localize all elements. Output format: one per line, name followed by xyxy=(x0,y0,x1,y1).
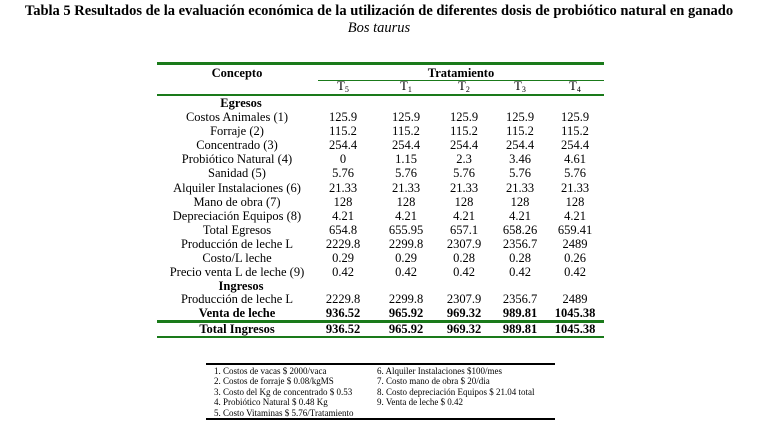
footnote: 8. Costo depreciación Equipos $ 21.04 total xyxy=(377,386,535,397)
notes-left-column xyxy=(214,366,353,418)
footnote: 7. Costo mano de obra $ 20/dia xyxy=(377,376,490,387)
row-value: 969.32 xyxy=(446,322,482,336)
row-value: 4.21 xyxy=(395,208,417,223)
row-label: Depreciación Equipos (8) xyxy=(172,208,302,223)
row-value: 115.2 xyxy=(392,124,420,139)
notes-top-rule xyxy=(206,363,555,365)
row-value: 965.92 xyxy=(388,322,424,336)
row-label: Venta de leche xyxy=(198,306,276,320)
row-value: 2.3 xyxy=(456,152,472,167)
treatment-letter: T xyxy=(337,79,345,93)
row-value: 2356.7 xyxy=(502,292,538,306)
row-value: 4.21 xyxy=(509,208,531,223)
row-label: Alquiler Instalaciones (6) xyxy=(173,180,301,195)
row-value: 4.21 xyxy=(564,208,586,223)
section-ingresos: Ingresos xyxy=(218,279,264,293)
treatment-letter: T xyxy=(514,79,522,93)
treatment-letter: T xyxy=(458,79,466,93)
row-value: 5.76 xyxy=(332,166,354,181)
bottom-rule xyxy=(157,336,604,338)
row-label: Probiótico Natural (4) xyxy=(181,152,293,167)
row-value: 254.4 xyxy=(505,138,535,153)
row-value: 654.8 xyxy=(328,222,358,237)
row-value: 2299.8 xyxy=(388,236,424,251)
row-value: 0.29 xyxy=(332,251,354,265)
row-value: 4.21 xyxy=(332,208,354,223)
row-value: 21.33 xyxy=(505,180,535,195)
row-value: 989.81 xyxy=(502,306,538,320)
row-value: 3.46 xyxy=(509,152,531,167)
row-value: 936.52 xyxy=(325,306,361,320)
row-value: 125.9 xyxy=(391,110,421,124)
treatment-number: 2 xyxy=(465,85,470,94)
row-value: 254.4 xyxy=(449,138,479,153)
row-value: 21.33 xyxy=(328,180,358,195)
row-label: Producción de leche L xyxy=(180,292,294,306)
table-title: Tabla 5 Resultados de la evaluación económica de la utilización de diferentes dosis de probiótico natural en ganado xyxy=(24,3,734,19)
row-value: 4.61 xyxy=(564,152,586,167)
row-value: 0.29 xyxy=(395,251,417,265)
row-value: 0.26 xyxy=(564,251,586,265)
row-value: 4.21 xyxy=(453,208,475,223)
row-value: 1045.38 xyxy=(554,322,596,336)
row-value: 2229.8 xyxy=(325,236,361,251)
row-value: 0 xyxy=(339,152,347,167)
row-value: 2307.9 xyxy=(446,292,482,306)
row-value: 965.92 xyxy=(388,306,424,320)
row-value: 21.33 xyxy=(391,180,421,195)
row-value: 254.4 xyxy=(391,138,421,153)
row-label: Costo/L leche xyxy=(202,251,272,265)
header-tratamiento: Tratamiento xyxy=(427,66,495,80)
notes-right-column xyxy=(377,366,534,408)
row-value: 115.2 xyxy=(506,124,534,139)
header-treatment xyxy=(376,79,436,93)
row-value: 254.4 xyxy=(560,138,590,153)
header-treatment xyxy=(434,79,494,93)
row-label: Total Egresos xyxy=(202,222,272,237)
section-egresos: Egresos xyxy=(220,96,262,110)
row-value: 2489 xyxy=(562,292,588,306)
row-value: 128 xyxy=(454,194,474,209)
row-value: 0.42 xyxy=(509,265,531,280)
row-value: 115.2 xyxy=(561,124,589,139)
row-label: Mano de obra (7) xyxy=(193,194,281,209)
row-value: 989.81 xyxy=(502,322,538,336)
row-value: 5.76 xyxy=(564,166,586,181)
row-value: 2307.9 xyxy=(446,236,482,251)
footnote: 6. Alquiler Instalaciones $100/mes xyxy=(377,366,502,376)
footnote: 1. Costos de vacas $ 2000/vaca xyxy=(214,366,327,376)
top-rule xyxy=(157,62,604,65)
row-value: 128 xyxy=(565,194,585,209)
row-value: 125.9 xyxy=(449,110,479,124)
row-value: 2229.8 xyxy=(325,292,361,306)
footnote: 9. Venta de leche $ 0.42 xyxy=(377,397,464,408)
treatment-letter: T xyxy=(569,79,577,93)
row-value: 0.42 xyxy=(453,265,475,280)
row-value: 254.4 xyxy=(328,138,358,153)
row-label: Producción de leche L xyxy=(180,236,294,251)
treatment-letter: T xyxy=(400,79,408,93)
footnote: 2. Costos de forraje $ 0.08/kgMS xyxy=(214,376,334,387)
header-treatment xyxy=(313,79,373,93)
row-label: Total Ingresos xyxy=(199,322,275,336)
treatment-number: 1 xyxy=(407,85,412,94)
header-treatment xyxy=(545,79,605,93)
row-value: 2356.7 xyxy=(502,236,538,251)
footnote: 4. Probiótico Natural $ 0.48 Kg xyxy=(214,397,328,408)
header-treatment xyxy=(490,79,550,93)
row-value: 5.76 xyxy=(453,166,475,181)
row-value: 125.9 xyxy=(505,110,535,124)
row-value: 5.76 xyxy=(509,166,531,181)
row-value: 115.2 xyxy=(329,124,357,139)
row-label: Sanidad (5) xyxy=(208,166,266,181)
footnote: 5. Costo Vitaminas $ 5.76/Tratamiento xyxy=(214,407,354,418)
row-value: 0.42 xyxy=(564,265,586,280)
row-value: 658.26 xyxy=(502,222,538,237)
row-value: 2489 xyxy=(562,236,588,251)
row-value: 0.28 xyxy=(453,251,475,265)
treatment-number: 3 xyxy=(521,85,526,94)
row-value: 936.52 xyxy=(325,322,361,336)
row-value: 969.32 xyxy=(446,306,482,320)
row-label: Precio venta L de leche (9) xyxy=(169,265,305,280)
row-value: 128 xyxy=(396,194,416,209)
row-value: 125.9 xyxy=(560,110,590,124)
row-value: 128 xyxy=(333,194,353,209)
row-value: 0.42 xyxy=(395,265,417,280)
row-value: 0.42 xyxy=(332,265,354,280)
row-value: 5.76 xyxy=(395,166,417,181)
row-value: 2299.8 xyxy=(388,292,424,306)
header-concepto: Concepto xyxy=(211,66,263,80)
treatment-number: 5 xyxy=(344,85,349,94)
table-subtitle: Bos taurus xyxy=(347,20,411,36)
treatment-number: 4 xyxy=(576,85,581,94)
row-value: 115.2 xyxy=(450,124,478,139)
row-label: Costos Animales (1) xyxy=(185,110,289,124)
row-value: 1045.38 xyxy=(554,306,596,320)
row-value: 657.1 xyxy=(449,222,479,237)
notes-bottom-rule xyxy=(206,418,555,420)
row-value: 1.15 xyxy=(395,152,417,167)
row-value: 21.33 xyxy=(560,180,590,195)
row-value: 0.28 xyxy=(509,251,531,265)
row-label: Forraje (2) xyxy=(210,124,264,139)
row-value: 125.9 xyxy=(328,110,358,124)
footnote: 3. Costo del Kg de concentrado $ 0.53 xyxy=(214,386,353,397)
row-label: Concentrado (3) xyxy=(196,138,278,153)
row-value: 128 xyxy=(510,194,530,209)
row-value: 655.95 xyxy=(388,222,424,237)
row-value: 21.33 xyxy=(449,180,479,195)
row-value: 659.41 xyxy=(557,222,593,237)
